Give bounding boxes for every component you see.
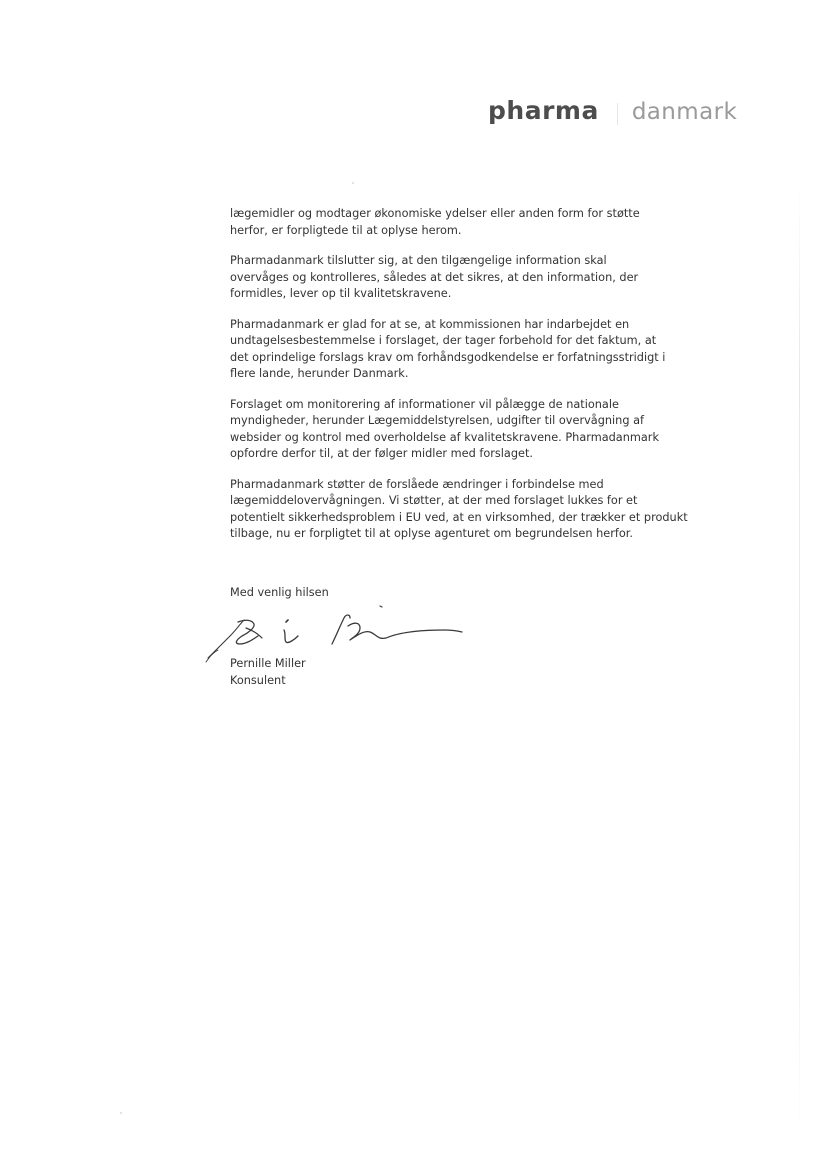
paragraph-line: flere lande, herunder Danmark.: [230, 367, 409, 380]
paragraph-line: herfor, er forpligtede til at oplyse herom.: [230, 223, 462, 237]
paragraph-line: tilbage, nu er forpligtet til at oplyse agenturet om begrundelsen herfor.: [230, 527, 633, 540]
logo-divider: [617, 103, 618, 125]
paragraph-line: websider og kontrol med overholdelse af kvalitetskravene. Pharmadanmark: [230, 430, 659, 444]
signer-title: Konsulent: [230, 674, 286, 687]
paragraph-4: [230, 397, 730, 463]
paragraph-line: lægemiddelovervågningen. Vi støtter, at der med forslaget lukkes for et: [230, 494, 638, 507]
paragraph-line: undtagelsesbestemmelse i forslaget, der tager forbehold for det faktum, at: [230, 334, 657, 347]
letter-body: [230, 206, 730, 557]
letterhead-logo: [488, 96, 737, 132]
scan-margin-line: [799, 180, 800, 1140]
closing-greeting: Med venlig hilsen: [230, 586, 329, 599]
paragraph-5: [230, 477, 730, 543]
signer-block: [230, 655, 306, 689]
logo-pharma-text: pharma: [488, 96, 599, 125]
logo-danmark-text: danmark: [631, 99, 738, 125]
paragraph-line: Pharmadanmark er glad for at se, at kommissionen har indarbejdet en: [230, 317, 630, 331]
scan-speck: [352, 182, 354, 184]
signer-name: Pernille Miller: [230, 657, 306, 670]
paragraph-3: [230, 317, 730, 383]
paragraph-line: Pharmadanmark støtter de forslåede ændringer i forbindelse med: [230, 477, 604, 491]
paragraph-line: opfordre derfor til, at der følger midler med forslaget.: [230, 447, 533, 460]
paragraph-line: Forslaget om monitorering af informationer vil pålægge de nationale: [230, 397, 619, 411]
paragraph-line: formidles, lever op til kvalitetskravene.: [230, 287, 452, 300]
scan-speck: [120, 1112, 122, 1114]
paragraph-line: potentielt sikkerhedsproblem i EU ved, at en virksomhed, der trækker et produkt: [230, 510, 688, 524]
paragraph-2: [230, 253, 730, 303]
paragraph-1: [230, 206, 730, 239]
paragraph-line: myndigheder, herunder Lægemiddelstyrelsen, udgifter til overvågning af: [230, 414, 644, 427]
paragraph-line: Pharmadanmark tilslutter sig, at den tilgængelige information skal: [230, 254, 607, 267]
paragraph-line: det oprindelige forslags krav om forhåndsgodkendelse er forfatningsstridigt i: [230, 350, 666, 364]
paragraph-line: overvåges og kontrolleres, således at det sikres, at den information, der: [230, 270, 639, 284]
paragraph-line: lægemidler og modtager økonomiske ydelser eller anden form for støtte: [230, 207, 640, 220]
